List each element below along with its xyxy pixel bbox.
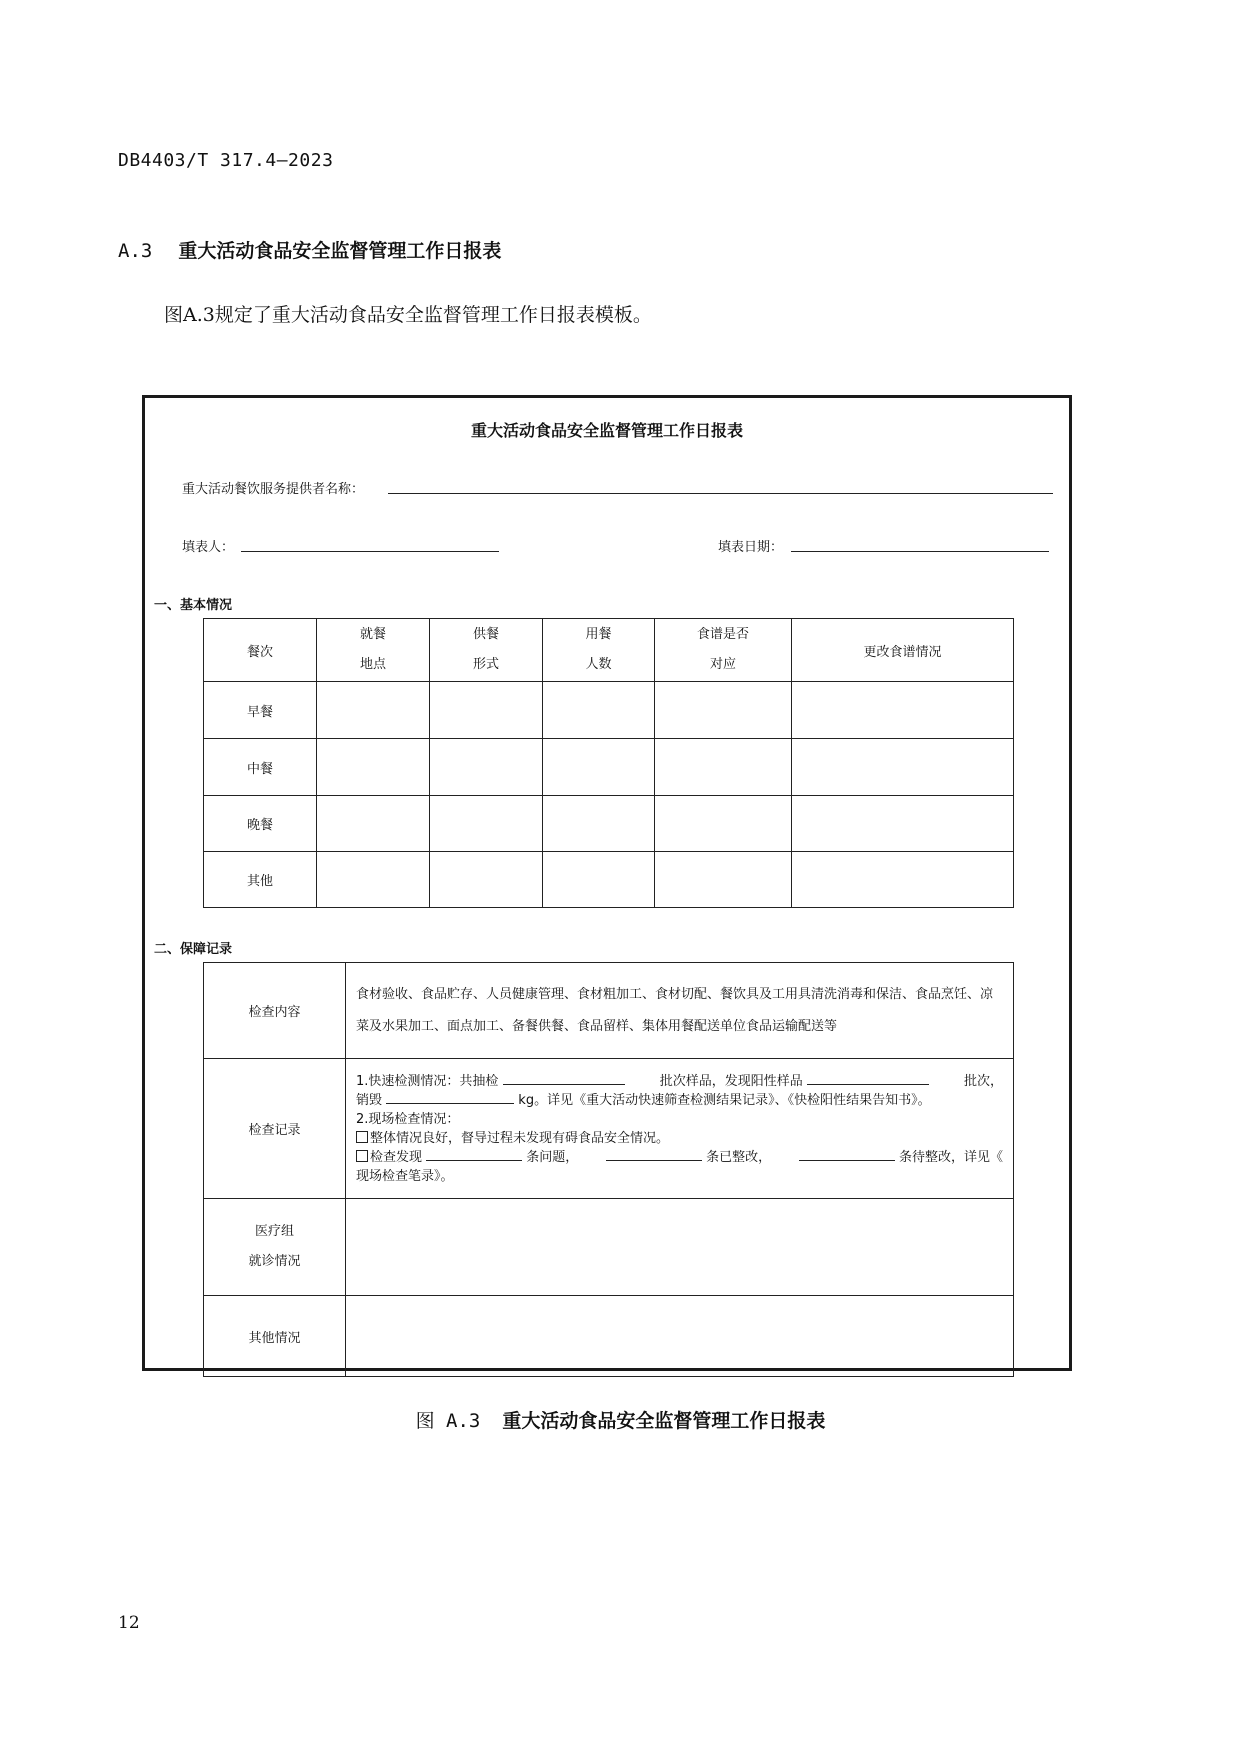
empty-cell — [317, 796, 430, 852]
empty-cell — [430, 796, 543, 852]
empty-cell — [543, 852, 655, 908]
date-label: 填表日期： — [718, 540, 784, 555]
col-header-service-form: 供餐 形式 — [430, 619, 543, 682]
table-row — [204, 682, 1014, 739]
medical-label: 医疗组 就诊情况 — [204, 1199, 346, 1296]
provider-label: 重大活动餐饮服务提供者名称： — [182, 482, 365, 497]
table-row — [204, 796, 1014, 852]
table-row — [204, 1199, 1014, 1296]
figure-caption — [0, 1406, 1241, 1433]
record-line-4: 整体情况良好，督导过程未发现有碍食品安全情况。 — [356, 1129, 1003, 1148]
guarantee-table — [203, 962, 1014, 1377]
section-number: A.3 — [118, 240, 153, 262]
record-line-1: 1.快速检测情况：共抽检 批次样品，发现阳性样品 批次， — [356, 1073, 1003, 1089]
empty-cell — [543, 682, 655, 739]
checkbox[interactable] — [356, 1150, 368, 1162]
col-header-diners: 用餐 人数 — [543, 619, 655, 682]
inspection-content-text: 食材验收、食品贮存、人员健康管理、食材粗加工、食材切配、餐饮具及工用具清洗消毒和保洁、食品烹饪、凉菜及水果加工、面点加工、备餐供餐、食品留样、集体用餐配送单位食品运输配送等 — [346, 963, 1014, 1059]
record-line-5: 检查发现 条问题， 条已整改， 条待整改，详见《 — [356, 1148, 1003, 1167]
inspection-record-label: 检查记录 — [204, 1059, 346, 1199]
row-label-other: 其他 — [204, 852, 317, 908]
record-line-3: 2.现场检查情况： — [356, 1111, 460, 1127]
date-line — [791, 551, 1049, 552]
figure-number: 图 A.3 — [415, 1410, 481, 1432]
col-header-meal: 餐次 — [204, 619, 317, 682]
table-row — [204, 963, 1014, 1059]
table-row — [204, 1059, 1014, 1199]
filler-label: 填表人： — [182, 540, 235, 555]
basic-info-heading: 一、基本情况 — [154, 598, 233, 613]
empty-cell — [792, 852, 1014, 908]
empty-cell — [543, 796, 655, 852]
empty-cell — [430, 682, 543, 739]
empty-cell — [317, 739, 430, 796]
record-line-6: 现场检查笔录》。 — [356, 1168, 454, 1184]
empty-cell — [655, 796, 792, 852]
record-line-2: 销毁 kg。详见《重大活动快速筛查检测结果记录》、《快检阳性结果告知书》。 — [356, 1092, 931, 1108]
table-row — [204, 1296, 1014, 1377]
empty-cell — [317, 852, 430, 908]
table-row — [204, 739, 1014, 796]
basic-info-table — [203, 618, 1014, 908]
figure-title: 重大活动食品安全监督管理工作日报表 — [502, 1410, 826, 1432]
col-header-location: 就餐 地点 — [317, 619, 430, 682]
section-heading — [118, 236, 501, 263]
empty-cell — [543, 739, 655, 796]
row-label-dinner: 晚餐 — [204, 796, 317, 852]
section-title: 重大活动食品安全监督管理工作日报表 — [178, 240, 502, 262]
col-header-menu-match: 食谱是否 对应 — [655, 619, 792, 682]
empty-cell — [346, 1199, 1014, 1296]
guarantee-heading: 二、保障记录 — [154, 942, 233, 957]
empty-cell — [792, 682, 1014, 739]
empty-cell — [430, 852, 543, 908]
col-header-menu-change: 更改食谱情况 — [792, 619, 1014, 682]
other-situation-label: 其他情况 — [204, 1296, 346, 1377]
empty-cell — [317, 682, 430, 739]
empty-cell — [346, 1296, 1014, 1377]
standard-code: DB4403/T 317.4—2023 — [118, 150, 334, 171]
basic-header-row — [204, 619, 1014, 682]
page-number: 12 — [118, 1613, 140, 1633]
intro-paragraph: 图A.3规定了重大活动食品安全监督管理工作日报表模板。 — [164, 304, 652, 326]
inspection-record-text — [346, 1059, 1014, 1199]
provider-name-line — [388, 493, 1053, 494]
empty-cell — [655, 852, 792, 908]
empty-cell — [655, 739, 792, 796]
inspection-content-label: 检查内容 — [204, 963, 346, 1059]
empty-cell — [792, 739, 1014, 796]
form-title: 重大活动食品安全监督管理工作日报表 — [470, 421, 743, 440]
empty-cell — [430, 739, 543, 796]
table-row — [204, 852, 1014, 908]
filler-line — [241, 551, 499, 552]
checkbox[interactable] — [356, 1131, 368, 1143]
row-label-lunch: 中餐 — [204, 739, 317, 796]
empty-cell — [655, 682, 792, 739]
row-label-breakfast: 早餐 — [204, 682, 317, 739]
empty-cell — [792, 796, 1014, 852]
